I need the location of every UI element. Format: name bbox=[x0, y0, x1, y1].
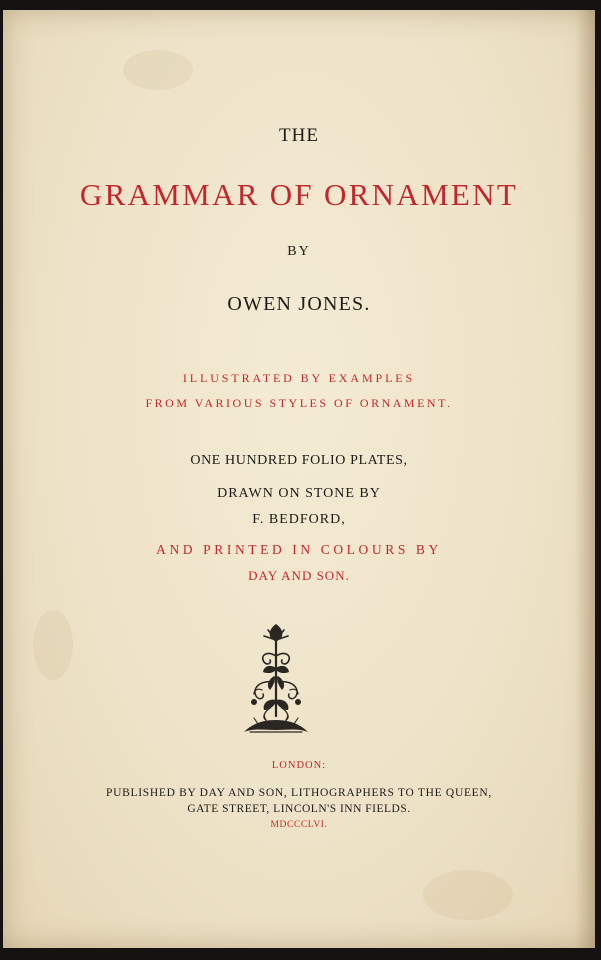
imprint-city: LONDON: bbox=[271, 760, 327, 771]
printed-statement: AND PRINTED IN COLOURS BY bbox=[156, 542, 442, 557]
anthemion-ornament-icon bbox=[240, 620, 312, 738]
subtitle-line-1: ILLUSTRATED BY EXAMPLES bbox=[182, 371, 416, 385]
printer-name: DAY AND SON. bbox=[248, 568, 350, 583]
paper-stain bbox=[33, 610, 73, 680]
imprint-publisher: PUBLISHED BY DAY AND SON, LITHOGRAPHERS TO THE QUEEN, bbox=[106, 787, 492, 799]
title-page bbox=[3, 10, 595, 948]
plates-statement: ONE HUNDRED FOLIO PLATES, bbox=[190, 453, 408, 468]
imprint-year: MDCCCLVI. bbox=[270, 820, 328, 830]
title-article: THE bbox=[279, 125, 319, 146]
by-line: BY bbox=[287, 244, 311, 259]
paper-stain bbox=[423, 870, 513, 920]
author-name: OWEN JONES. bbox=[227, 293, 371, 315]
imprint-address: GATE STREET, LINCOLN'S INN FIELDS. bbox=[187, 803, 411, 815]
lithographer-name: F. BEDFORD, bbox=[252, 512, 346, 527]
subtitle-line-2: FROM VARIOUS STYLES OF ORNAMENT. bbox=[145, 396, 453, 410]
book-title: GRAMMAR OF ORNAMENT bbox=[79, 177, 519, 212]
drawn-statement: DRAWN ON STONE BY bbox=[217, 486, 381, 501]
paper-stain bbox=[123, 50, 193, 90]
